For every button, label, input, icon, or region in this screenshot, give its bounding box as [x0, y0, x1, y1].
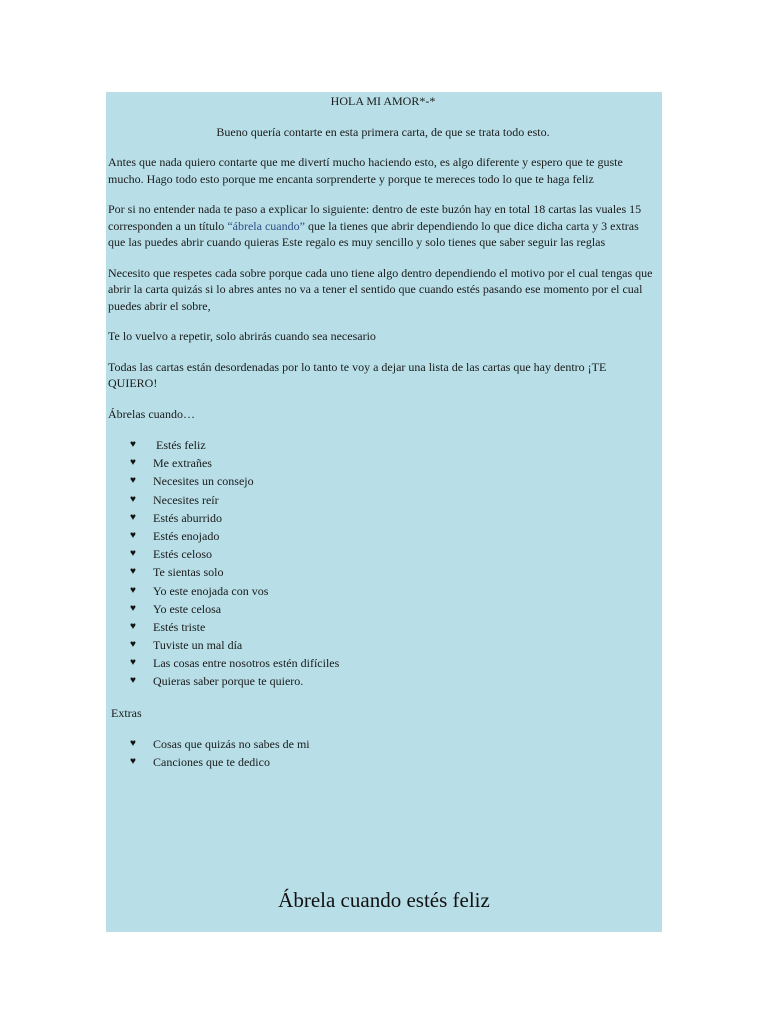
paragraph-2	[108, 201, 658, 251]
heart-bullet-icon: ♥	[130, 566, 136, 578]
heart-bullet-icon: ♥	[130, 493, 136, 505]
heart-bullet-icon: ♥	[130, 457, 136, 469]
list-heading: Ábrelas cuando…	[108, 406, 195, 421]
card-item	[108, 545, 658, 563]
letter-title: HOLA MI AMOR*-*	[330, 94, 436, 108]
card-item	[108, 454, 658, 472]
letter-page	[106, 92, 662, 932]
extra-item	[108, 735, 658, 753]
card-item	[108, 672, 658, 690]
heart-bullet-icon: ♥	[130, 475, 136, 487]
paragraph-4: Te lo vuelvo a repetir, solo abrirás cuando sea necesario	[108, 329, 376, 343]
heart-bullet-icon: ♥	[130, 657, 136, 669]
card-item-label: Estés triste	[153, 619, 206, 634]
paragraph-2-end: que la tienes que abrir dependiendo lo que dice dicha carta y 3 extras que las puedes abrir cuando quieras Este regalo es muy sencillo y solo tienes que saber seguir las reglas	[108, 218, 639, 249]
card-item-label: Te sientas solo	[153, 565, 224, 580]
card-item-label: Quieras saber porque te quiero.	[153, 674, 304, 689]
card-item	[108, 527, 658, 545]
extras-heading: Extras	[111, 705, 142, 720]
card-item-label: Necesites reír	[153, 492, 219, 507]
footer-title: Ábrela cuando estés feliz	[278, 888, 490, 912]
heart-bullet-icon: ♥	[130, 756, 136, 768]
abrela-cuando-link-text: “ábrela cuando”	[227, 218, 305, 233]
card-item	[108, 582, 658, 600]
heart-bullet-icon: ♥	[130, 511, 136, 523]
card-item-label: Yo este enojada con vos	[153, 583, 269, 598]
card-item-label: Estés enojado	[153, 528, 220, 543]
heart-bullet-icon: ♥	[130, 548, 136, 560]
extra-item-label: Cosas que quizás no sabes de mi	[153, 737, 310, 752]
card-item	[108, 491, 658, 509]
extras-list	[108, 735, 658, 771]
heart-bullet-icon: ♥	[130, 639, 136, 651]
paragraph-5: Todas las cartas están desordenadas por lo tanto te voy a dejar una lista de las cartas que hay dentro ¡TE QUIERO!	[108, 359, 607, 390]
card-item	[108, 654, 658, 672]
card-item	[108, 636, 658, 654]
card-item-label: Estés celoso	[153, 547, 212, 562]
card-item	[108, 436, 658, 454]
card-item	[108, 563, 658, 581]
card-item-label: Yo este celosa	[153, 601, 222, 616]
heart-bullet-icon: ♥	[130, 738, 136, 750]
card-item-label: Las cosas entre nosotros estén difíciles	[153, 656, 340, 671]
card-item-label: Estés feliz	[156, 438, 206, 452]
card-item-label: Me extrañes	[153, 456, 212, 471]
heart-bullet-icon: ♥	[130, 620, 136, 632]
heart-bullet-icon: ♥	[130, 439, 136, 450]
extra-item	[108, 753, 658, 771]
cards-list	[108, 436, 658, 691]
paragraph-2-start: Por si no entender nada te paso a explicar lo siguiente: dentro de este buzón hay en total 18 cartas las vuales 15 corresponden a un título	[108, 202, 642, 233]
card-item-label: Necesites un consejo	[153, 474, 254, 489]
card-item-label: Tuviste un mal día	[153, 638, 243, 653]
card-item	[108, 509, 658, 527]
intro-line: Bueno quería contarte en esta primera carta, de que se trata todo esto.	[216, 124, 550, 139]
card-item-label: Estés aburrido	[153, 510, 222, 525]
card-item	[108, 472, 658, 490]
heart-bullet-icon: ♥	[130, 529, 136, 541]
paragraph-1: Antes que nada quiero contarte que me divertí mucho haciendo esto, es algo diferente y espero que te guste mucho. Hago todo esto porque me encanta sorprenderte y porque te mereces todo lo que te haga feliz	[108, 155, 623, 186]
heart-bullet-icon: ♥	[130, 675, 136, 687]
card-item	[108, 600, 658, 618]
paragraph-3: Necesito que respetes cada sobre porque cada uno tiene algo dentro dependiendo el motivo por el cual tengas que abrir la carta quizás si lo abres antes no va a tener el sentido que cuando estés pasando ese momento por el cual puedes abrir el sobre,	[108, 265, 653, 313]
heart-bullet-icon: ♥	[130, 602, 136, 614]
heart-bullet-icon: ♥	[130, 584, 136, 596]
card-item	[108, 618, 658, 636]
extra-item-label: Canciones que te dedico	[153, 755, 270, 770]
